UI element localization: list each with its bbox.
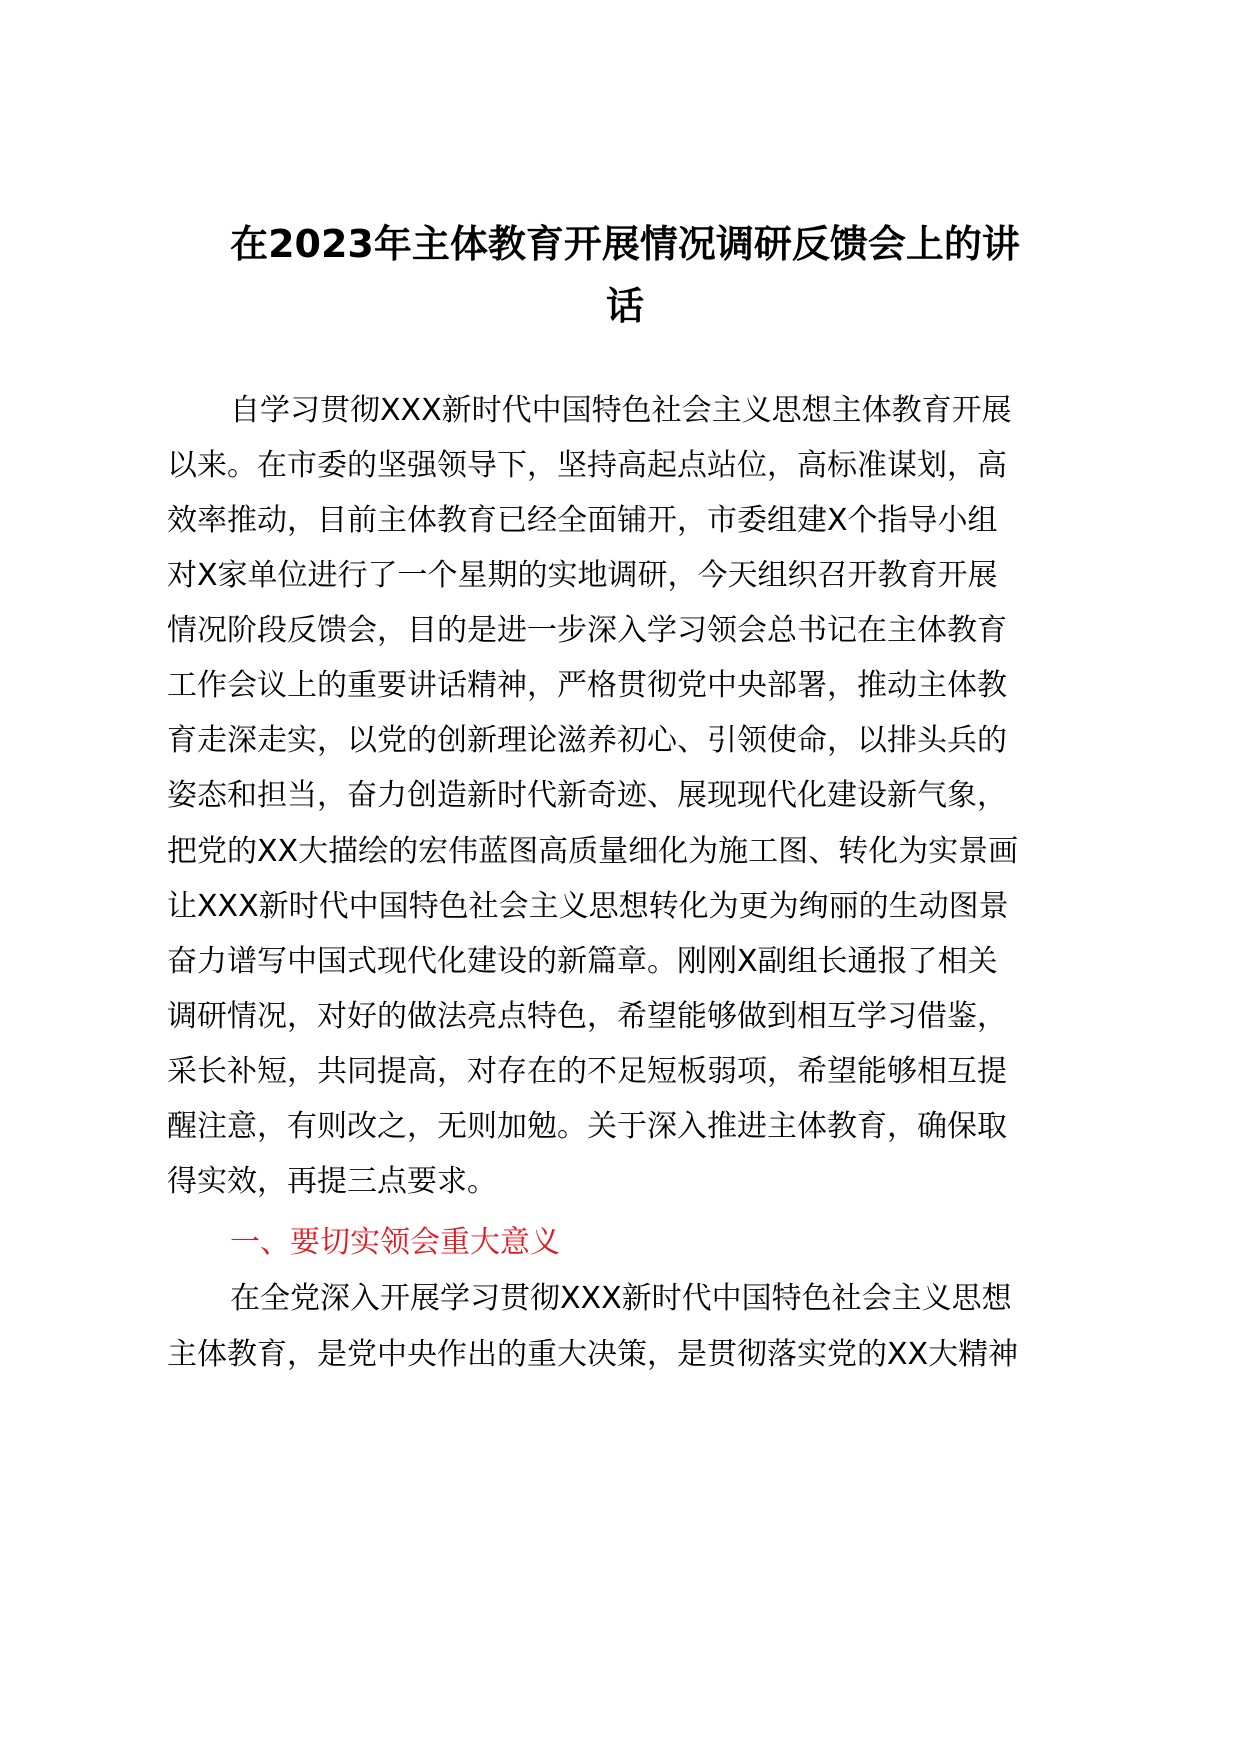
intro-paragraph-line: 姿态和担当，奋力创造新时代新奇迹、展现现代化建设新气象，: [167, 778, 1007, 813]
intro-paragraph-line: 调研情况，对好的做法亮点特色，希望能够做到相互学习借鉴，: [167, 999, 1007, 1034]
intro-paragraph-line: 对X家单位进行了一个星期的实地调研，今天组织召开教育开展: [167, 558, 998, 593]
intro-paragraph-line: 奋力谱写中国式现代化建设的新篇章。刚刚X副组长通报了相关: [167, 944, 998, 979]
section-1-paragraph-line: 主体教育，是党中央作出的重大决策，是贯彻落实党的XX大精神: [167, 1337, 1019, 1372]
intro-paragraph-line: 效率推动，目前主体教育已经全面铺开，市委组建X个指导小组: [167, 503, 998, 538]
intro-paragraph-line: 醒注意，有则改之，无则加勉。关于深入推进主体教育，确保取: [167, 1109, 1007, 1144]
intro-paragraph-line: 让XXX新时代中国特色社会主义思想转化为更为绚丽的生动图景: [167, 889, 1009, 924]
intro-paragraph-line: 采长补短，共同提高，对存在的不足短板弱项，希望能够相互提: [167, 1054, 1007, 1089]
intro-paragraph-line: 育走深走实，以党的创新理论滋养初心、引领使命，以排头兵的: [167, 723, 1007, 758]
intro-paragraph-line: 自学习贯彻XXX新时代中国特色社会主义思想主体教育开展: [230, 393, 1012, 428]
document-title-line-1: 在2023年主体教育开展情况调研反馈会上的讲: [230, 222, 1020, 266]
section-1-paragraph-line: 在全党深入开展学习贯彻XXX新时代中国特色社会主义思想: [230, 1281, 1012, 1316]
intro-paragraph-line: 得实效，再提三点要求。: [167, 1164, 497, 1199]
intro-paragraph-line: 情况阶段反馈会，目的是进一步深入学习领会总书记在主体教育: [167, 613, 1007, 648]
intro-paragraph-line: 以来。在市委的坚强领导下，坚持高起点站位，高标准谋划，高: [167, 448, 1007, 483]
document-title-line-2: 话: [605, 284, 644, 328]
intro-paragraph-line: 把党的XX大描绘的宏伟蓝图高质量细化为施工图、转化为实景画: [167, 834, 1019, 869]
intro-paragraph-line: 工作会议上的重要讲话精神，严格贯彻党中央部署，推动主体教: [167, 668, 1007, 703]
section-1-heading: 一、要切实领会重大意义: [230, 1225, 560, 1260]
